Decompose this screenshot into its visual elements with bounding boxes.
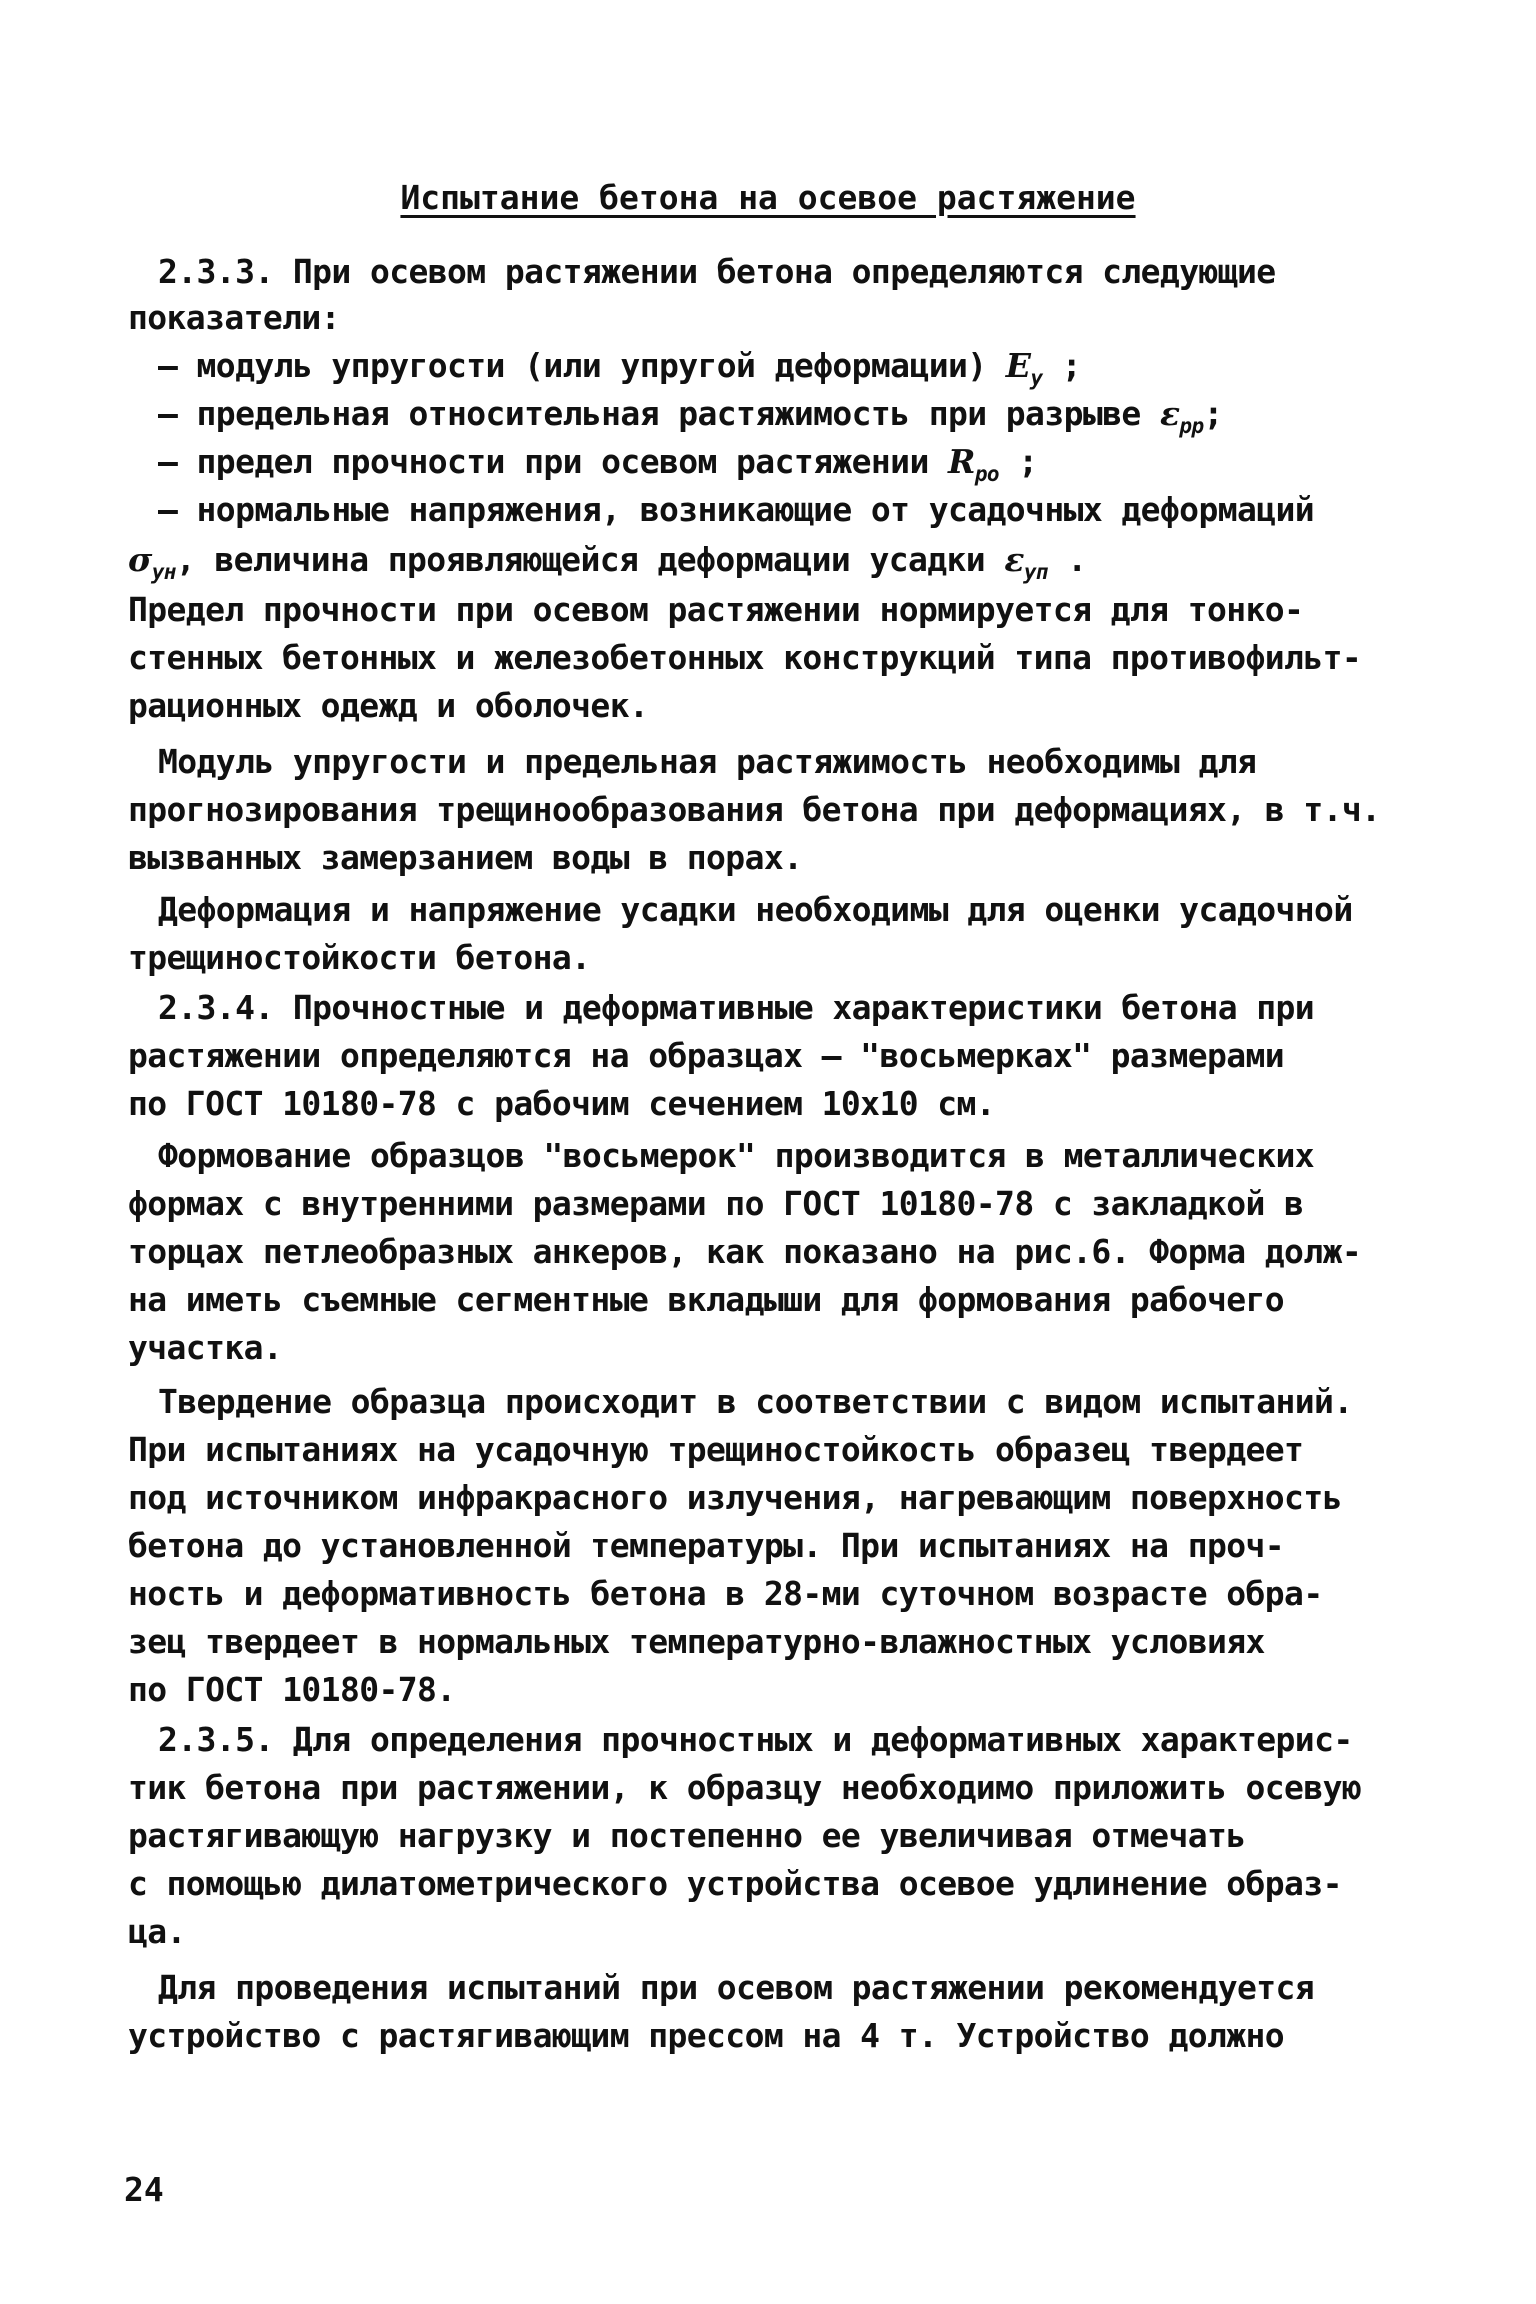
symbol: ε bbox=[1159, 394, 1180, 433]
paragraph-line: Деформация и напряжение усадки необходимы для оценки усадочной bbox=[158, 890, 1353, 929]
list-item-end: ; bbox=[1061, 346, 1081, 385]
clause-2-3-4-line-1 bbox=[158, 988, 1314, 1027]
paragraph-text: Прочностные и деформативные характеристики бетона при bbox=[292, 988, 1315, 1027]
list-item-text: – модуль упругости (или упругой деформации) bbox=[158, 346, 987, 385]
paragraph-line: Твердение образца происходит в соответствии с видом испытаний. bbox=[158, 1382, 1353, 1421]
paragraph-line: тик бетона при растяжении, к образцу необходимо приложить осевую bbox=[128, 1768, 1362, 1807]
paragraph-line: Модуль упругости и предельная растяжимость необходимы для bbox=[158, 742, 1257, 781]
list-item-end: ; bbox=[1203, 394, 1223, 433]
paragraph-line: прогнозирования трещинообразования бетона при деформациях, в т.ч. bbox=[128, 790, 1381, 829]
paragraph-line: трещиностойкости бетона. bbox=[128, 938, 591, 977]
paragraph-line: растягивающую нагрузку и постепенно ее увеличивая отмечать bbox=[128, 1816, 1246, 1855]
symbol: E bbox=[1005, 346, 1031, 385]
paragraph-line: ца. bbox=[128, 1912, 186, 1951]
clause-2-3-5-line-1 bbox=[158, 1720, 1353, 1759]
list-item-text: , величина проявляющейся деформации усадки bbox=[175, 540, 986, 579]
paragraph-line: на иметь съемные сегментные вкладыши для формования рабочего bbox=[128, 1280, 1285, 1319]
symbol-subscript: рр bbox=[1179, 414, 1204, 438]
paragraph-line: по ГОСТ 10180-78 с рабочим сечением 10x10 см. bbox=[128, 1084, 996, 1123]
paragraph-line: вызванных замерзанием воды в порах. bbox=[128, 838, 803, 877]
paragraph-line: рационных одежд и оболочек. bbox=[128, 686, 649, 725]
paragraph-text: Для определения прочностных и деформативных характерис- bbox=[292, 1720, 1353, 1759]
section-title: Испытание бетона на осевое растяжение bbox=[400, 178, 1136, 217]
symbol: R bbox=[948, 442, 975, 481]
paragraph-line: ность и деформативность бетона в 28-ми суточном возрасте обра- bbox=[128, 1574, 1323, 1613]
list-item-text: – предельная относительная растяжимость при разрыве bbox=[158, 394, 1141, 433]
list-item-stresses: – нормальные напряжения, возникающие от усадочных деформаций bbox=[158, 490, 1315, 529]
paragraph-line: участка. bbox=[128, 1328, 283, 1367]
list-item-elastic-modulus bbox=[158, 346, 1081, 390]
list-item-strength bbox=[158, 442, 1037, 486]
paragraph-line: бетона до установленной температуры. При испытаниях на проч- bbox=[128, 1526, 1285, 1565]
paragraph-line: растяжении определяются на образцах – "восьмерках" размерами bbox=[128, 1036, 1285, 1075]
list-item-text: – предел прочности при осевом растяжении bbox=[158, 442, 929, 481]
paragraph-line: с помощью дилатометрического устройства осевое удлинение образ- bbox=[128, 1864, 1342, 1903]
symbol-subscript: ун bbox=[151, 560, 176, 584]
paragraph-line: устройство с растягивающим прессом на 4 т. Устройство должно bbox=[128, 2016, 1285, 2055]
paragraph-line: формах с внутренними размерами по ГОСТ 10180-78 с закладкой в bbox=[128, 1184, 1304, 1223]
paragraph-line: зец твердеет в нормальных температурно-влажностных условиях bbox=[128, 1622, 1265, 1661]
clause-2-3-3-line-1 bbox=[158, 252, 1276, 291]
paragraph-line: торцах петлеобразных анкеров, как показано на рис.6. Форма долж- bbox=[128, 1232, 1362, 1271]
list-item-end: . bbox=[1067, 540, 1087, 579]
clause-number: 2.3.5. bbox=[158, 1720, 274, 1759]
paragraph-text: При осевом растяжении бетона определяются следующие bbox=[292, 252, 1276, 291]
symbol: ε bbox=[1004, 540, 1024, 579]
paragraph-line: стенных бетонных и железобетонных конструкций типа противофильт- bbox=[128, 638, 1362, 677]
clause-number: 2.3.4. bbox=[158, 988, 274, 1027]
paragraph-line: Для проведения испытаний при осевом растяжении рекомендуется bbox=[158, 1968, 1315, 2007]
paragraph-line: по ГОСТ 10180-78. bbox=[128, 1670, 456, 1709]
list-item-extensibility bbox=[158, 394, 1223, 438]
clause-number: 2.3.3. bbox=[158, 252, 274, 291]
symbol-subscript: ро bbox=[974, 462, 999, 486]
page-number: 24 bbox=[124, 2170, 164, 2209]
symbol-subscript: у bbox=[1030, 366, 1043, 390]
paragraph-line: При испытаниях на усадочную трещиностойкость образец твердеет bbox=[128, 1430, 1304, 1469]
paragraph-line: под источником инфракрасного излучения, нагревающим поверхность bbox=[128, 1478, 1342, 1517]
paragraph-line: показатели: bbox=[128, 298, 340, 337]
paragraph-line: Предел прочности при осевом растяжении нормируется для тонко- bbox=[128, 590, 1304, 629]
paragraph-line: Формование образцов "восьмерок" производится в металлических bbox=[158, 1136, 1315, 1175]
list-item-end: ; bbox=[1018, 442, 1038, 481]
symbol-subscript: уп bbox=[1023, 560, 1048, 584]
list-item-stresses-continued bbox=[128, 540, 1086, 584]
symbol: σ bbox=[128, 540, 152, 579]
